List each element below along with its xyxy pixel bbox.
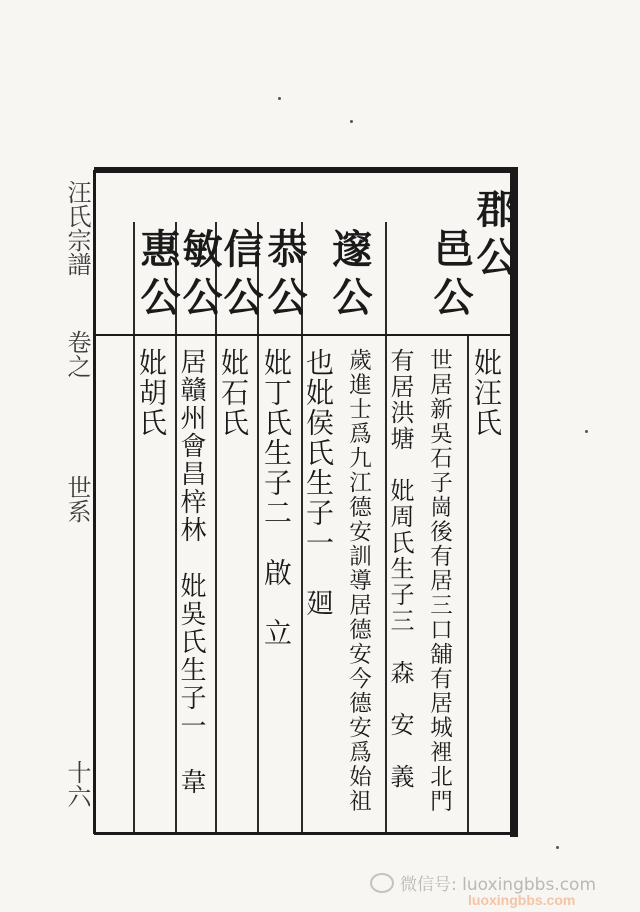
record-line: 妣丁氏生子二 啟 立 [260,348,293,648]
record-line: 妣汪氏 [470,348,503,438]
name-yi: 邑公 [427,228,474,324]
name-jun: 郡公 [470,188,517,284]
name-xin: 信公 [217,228,264,324]
name-divider [385,222,387,334]
column-divider [467,336,469,832]
frame-bottom-border [94,832,518,835]
record-line: 世居新吳石子崗後有居三口舖有居城裡北門 [426,348,453,814]
record-line: 也妣侯氏生子一 廻 [302,348,335,618]
record-line: 歲進士爲九江德安訓導居德安今德安爲始祖 [345,348,372,814]
column-divider [257,336,259,832]
ink-speck [585,430,588,433]
name-sui: 邃公 [326,228,373,324]
banxin-page-number: 十六 [63,760,91,808]
banxin-generation: 世系 [63,475,91,523]
ink-speck [350,120,353,123]
banxin-title: 汪氏宗譜 [63,180,91,276]
banxin-border [93,170,96,834]
watermark-domain: luoxingbbs.com [468,892,576,908]
record-line: 妣胡氏 [135,348,168,438]
record-line: 居贛州會昌梓林 妣吳氏生子一 韋 [176,348,206,796]
name-min: 敏公 [176,228,223,324]
wechat-icon [370,873,394,893]
ink-speck [278,97,281,100]
ink-speck [556,846,559,849]
name-hui: 惠公 [134,228,181,324]
frame-top-border [94,167,518,173]
record-line: 妣石氏 [217,348,250,438]
record-line: 有居洪塘 妣周氏生子三 森 安 義 [386,348,414,790]
name-row-separator [96,334,512,336]
name-gong: 恭公 [261,228,308,324]
banxin-volume: 卷之 [63,330,91,378]
watermark-label: 微信号: luoxingbbs.com [400,875,597,895]
